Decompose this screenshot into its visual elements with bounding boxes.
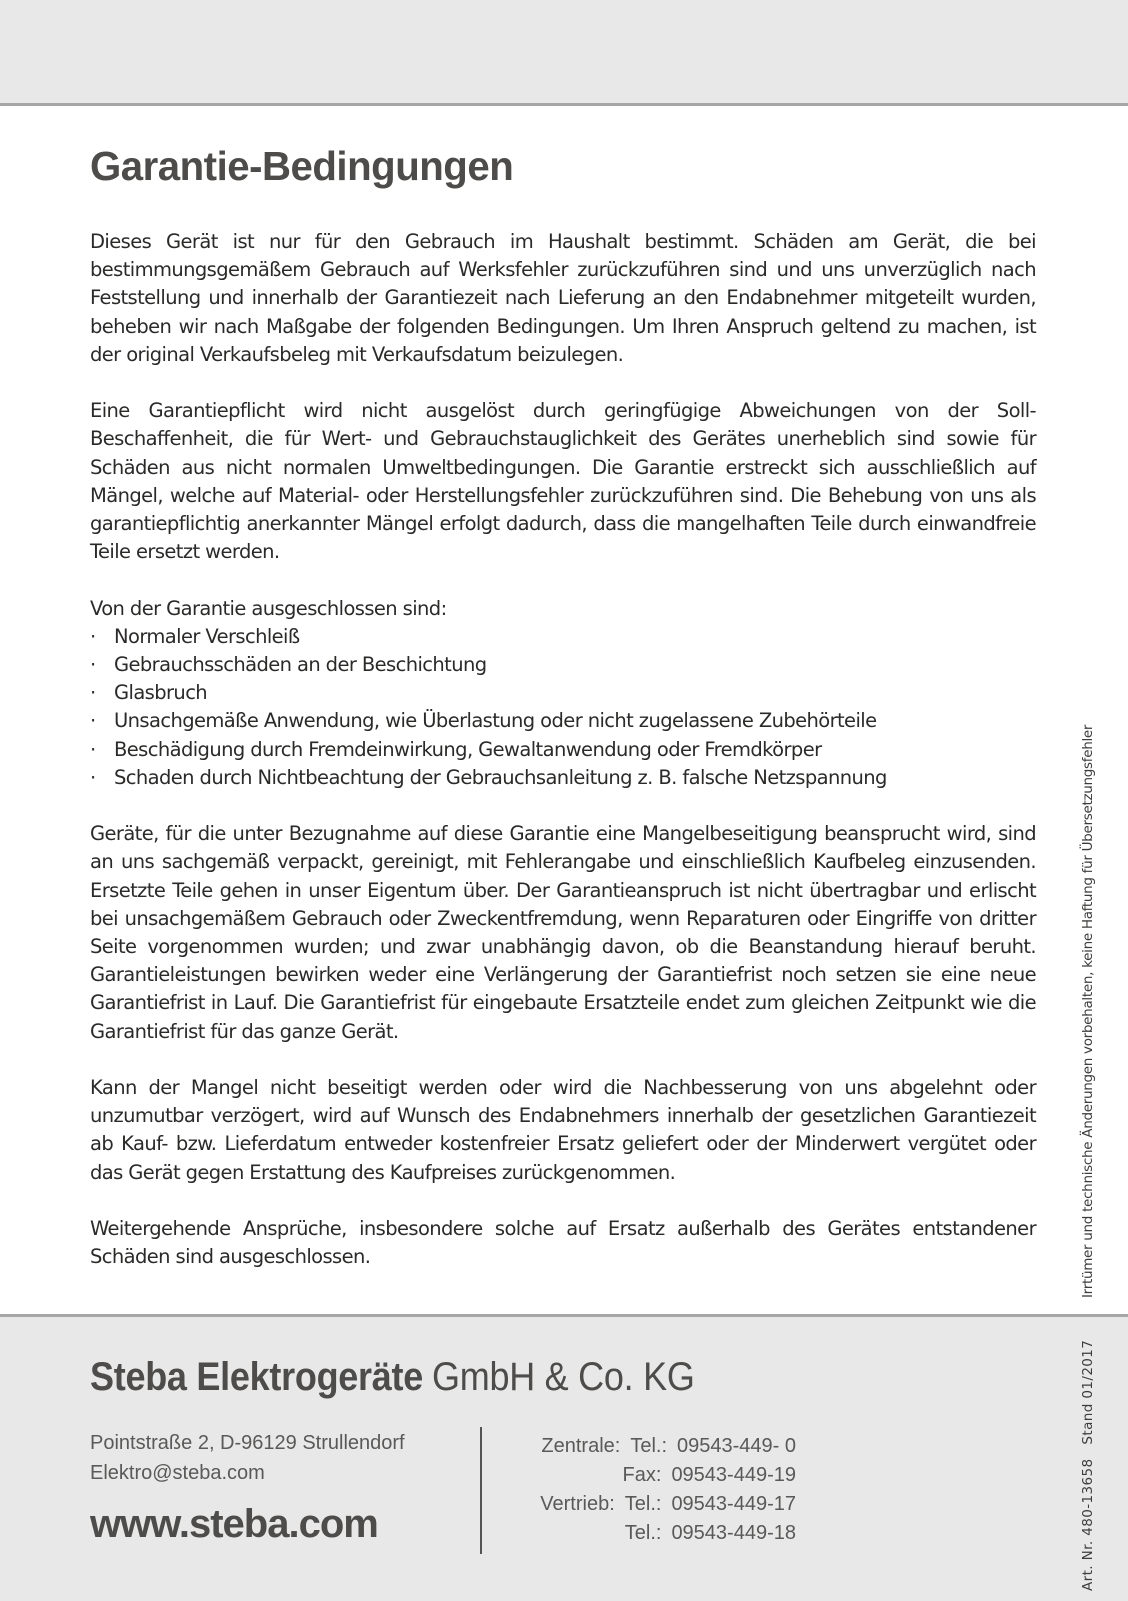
paragraph-further-claims: Weitergehende Ansprüche, insbesondere solche auf Ersatz außerhalb des Gerätes entstandener Schäden sind ausgeschlossen. (90, 1217, 1036, 1269)
contact-type: Tel.: (624, 1522, 662, 1544)
footer-vertical-divider (480, 1427, 482, 1554)
page-title: Garantie-Bedingungen (90, 143, 514, 189)
paragraph-remedy: Kann der Mangel nicht beseitigt werden oder wird die Nachbesserung von uns abgelehnt oder unzumutbar verzögert, wird auf Wunsch des Endabnehmers innerhalb der gesetzlichen Garantiezeit ab Kauf- bzw. Lieferdatum entweder kostenfreier Ersatz geliefert oder der Minderwert vergütet oder das Gerät gegen Erstattung des Kaufpreises zurückgenommen. (90, 1076, 1036, 1184)
contact-number: 09543-449-19 (671, 1464, 796, 1486)
article-number: Art. Nr. 480-13658 (1080, 1458, 1096, 1591)
header-band (0, 0, 1128, 103)
exclusion-item: · Gebrauchsschäden an der Beschichtung (90, 651, 1036, 679)
paragraph-claims-procedure: Geräte, für die unter Bezugnahme auf diese Garantie eine Mangelbeseitigung beansprucht wird, sind an uns sachgemäß verpackt, gereinigt, mit Fehlerangabe und einschließlich Kaufbeleg einzusenden. Ersetzte Teile gehen in unser Eigentum über. Der Garantieanspruch ist nicht übertragbar und erlischt bei unsachgemäßem Gebrauch oder Zweckentfremdung, wenn Reparaturen oder Eingriffe von dritter Seite vorgenommen wurden; und zwar unabhängig davon, ob die Beanstandung hierauf beruht. Garantieleistungen bewirken weder eine Verlängerung der Garantiefrist noch setzen sie eine neue Garantiefrist in Lauf. Die Garantiefrist für eingebaute Ersatzteile endet zum gleichen Zeitpunkt wie die Garantiefrist für das ganze Gerät. (90, 822, 1036, 1043)
exclusion-item: · Schaden durch Nichtbeachtung der Gebrauchsanleitung z. B. falsche Netzspannung (90, 764, 1036, 792)
exclusion-item: · Beschädigung durch Fremdeinwirkung, Gewaltanwendung oder Fremdkörper (90, 736, 1036, 764)
contact-type: Tel.: (630, 1435, 668, 1457)
company-legal-form: GmbH & Co. KG (432, 1355, 695, 1399)
company-email: Elektro@steba.com (90, 1462, 265, 1484)
exclusion-item: · Glasbruch (90, 679, 1036, 707)
side-disclaimer: Irrtümer und technische Änderungen vorbehalten, keine Haftung für Übersetzungsfehler (1080, 724, 1096, 1298)
bullet-icon: · (90, 709, 96, 733)
paragraph-scope: Dieses Gerät ist nur für den Gebrauch im Haushalt bestimmt. Schäden am Gerät, die bei bestimmungsgemäßem Gebrauch auf Werksfehler zurückzuführen sind und uns unverzüglich nach Feststellung und innerhalb der Garantiezeit nach Lieferung an den Endabnehmer mitgeteilt wurden, beheben wir nach Maßgabe der folgenden Bedingungen. Um Ihren Anspruch geltend zu machen, ist der original Verkaufsbeleg mit Verkaufsdatum beizulegen. (90, 230, 1036, 366)
warranty-body (90, 228, 1036, 1300)
paragraph-obligation: Eine Garantiepflicht wird nicht ausgelöst durch geringfügige Abweichungen von der Soll-Beschaffenheit, die für Wert- und Gebrauchstauglichkeit des Gerätes unerheblich sind sowie für Schäden aus nicht normalen Umweltbedingungen. Die Garantie erstreckt sich ausschließlich auf Mängel, welche auf Material- oder Herstellungsfehler zurückzuführen sind. Die Behebung von uns als garantiepflichtig anerkannter Mängel erfolgt dadurch, dass die mangelhaften Teile durch einwandfreie Teile ersetzt werden. (90, 399, 1036, 564)
contact-type: Fax: (622, 1464, 662, 1486)
company-name (90, 1355, 695, 1400)
header-divider (0, 103, 1128, 106)
revision-date: Stand 01/2017 (1080, 1339, 1096, 1445)
contact-dept: Vertrieb: (540, 1493, 615, 1515)
contact-dept: Zentrale: (541, 1435, 621, 1457)
exclusions-list (90, 623, 1036, 792)
contact-number: 09543-449-18 (671, 1522, 796, 1544)
bullet-icon: · (90, 624, 96, 648)
exclusion-item: · Unsachgemäße Anwendung, wie Überlastung oder nicht zugelassene Zubehörteile (90, 707, 1036, 735)
contact-row-zentrale-fax (500, 1461, 796, 1490)
bullet-icon: · (90, 653, 96, 677)
contact-number: 09543-449-17 (671, 1493, 796, 1515)
company-name-bold: Steba Elektrogeräte (90, 1355, 424, 1399)
exclusion-item: · Normaler Verschleiß (90, 623, 1036, 651)
contact-number: 09543-449- 0 (677, 1435, 796, 1457)
contact-list (500, 1432, 796, 1548)
company-website: www.steba.com (90, 1502, 378, 1546)
contact-row-zentrale-tel (500, 1432, 796, 1461)
exclusions-intro: Von der Garantie ausgeschlossen sind: (90, 596, 447, 620)
bullet-icon: · (90, 737, 96, 761)
contact-row-vertrieb-tel (500, 1490, 796, 1519)
company-address: Pointstraße 2, D-96129 Strullendorf (90, 1432, 405, 1454)
bullet-icon: · (90, 681, 96, 705)
bullet-icon: · (90, 765, 96, 789)
side-article-info (1080, 1340, 1096, 1591)
contact-row-vertrieb-tel-2 (500, 1519, 796, 1548)
contact-type: Tel.: (624, 1493, 662, 1515)
